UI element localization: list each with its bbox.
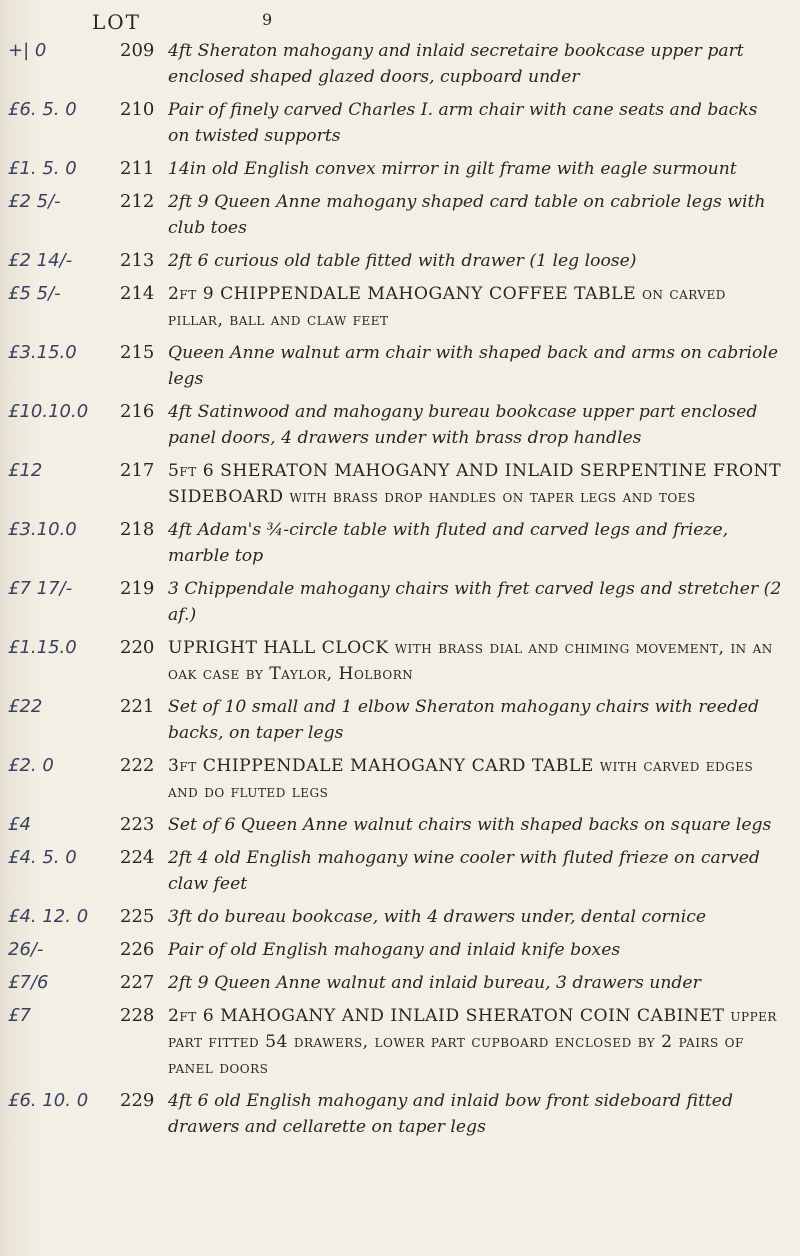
lot-column-heading: LOT xyxy=(92,10,142,34)
lot-entry xyxy=(0,517,800,569)
handwritten-price-note: £22 xyxy=(8,696,43,717)
lot-list xyxy=(0,38,800,1147)
lot-description: 2ft 9 Queen Anne mahogany shaped card table on cabriole legs with club toes xyxy=(168,192,766,238)
lot-description: 4ft Adam's ¾-circle table with fluted and carved legs and frieze, marble top xyxy=(168,520,729,566)
lot-entry xyxy=(0,812,800,838)
lot-entry xyxy=(0,340,800,392)
lot-description: 3ft CHIPPENDALE MAHOGANY CARD TABLE with carved edges and do fluted legs xyxy=(168,756,754,802)
lot-entry xyxy=(0,970,800,996)
lot-number: 225 xyxy=(120,906,155,927)
lot-description: 4ft Sheraton mahogany and inlaid secretaire bookcase upper part enclosed shaped glazed doors, cupboard under xyxy=(168,41,744,87)
handwritten-price-note: £4. 5. 0 xyxy=(8,847,77,868)
lot-description: 2ft 9 CHIPPENDALE MAHOGANY COFFEE TABLE on carved pillar, ball and claw feet xyxy=(168,284,726,330)
handwritten-price-note: 26/- xyxy=(8,939,44,960)
handwritten-price-note: +| 0 xyxy=(8,40,47,61)
lot-number: 219 xyxy=(120,578,155,599)
lot-number: 210 xyxy=(120,99,155,120)
lot-number: 224 xyxy=(120,847,155,868)
lot-entry xyxy=(0,904,800,930)
page-number: 9 xyxy=(262,10,273,29)
lot-entry xyxy=(0,937,800,963)
handwritten-price-note: £2. 0 xyxy=(8,755,54,776)
lot-entry xyxy=(0,694,800,746)
lot-entry xyxy=(0,753,800,805)
lot-number: 223 xyxy=(120,814,155,835)
lot-description: 5ft 6 SHERATON MAHOGANY AND INLAID SERPENTINE FRONT SIDEBOARD with brass drop handles on taper legs and toes xyxy=(168,461,782,507)
lot-entry xyxy=(0,1003,800,1081)
lot-entry xyxy=(0,576,800,628)
lot-number: 215 xyxy=(120,342,155,363)
lot-description: Queen Anne walnut arm chair with shaped back and arms on cabriole legs xyxy=(168,343,779,389)
handwritten-price-note: £6. 5. 0 xyxy=(8,99,77,120)
lot-description: 3ft do bureau bookcase, with 4 drawers under, dental cornice xyxy=(168,907,706,927)
lot-number: 228 xyxy=(120,1005,155,1026)
lot-description: 4ft 6 old English mahogany and inlaid bow front sideboard fitted drawers and cellarette on taper legs xyxy=(168,1091,733,1137)
handwritten-price-note: £1. 5. 0 xyxy=(8,158,77,179)
lot-entry xyxy=(0,635,800,687)
handwritten-price-note: £1.15.0 xyxy=(8,637,77,658)
lot-entry xyxy=(0,97,800,149)
lot-description: Set of 6 Queen Anne walnut chairs with shaped backs on square legs xyxy=(168,815,772,835)
handwritten-price-note: £4. 12. 0 xyxy=(8,906,89,927)
lot-description: Set of 10 small and 1 elbow Sheraton mahogany chairs with reeded backs, on taper legs xyxy=(168,697,760,743)
handwritten-price-note: £10.10.0 xyxy=(8,401,89,422)
lot-description: UPRIGHT HALL CLOCK with brass dial and chiming movement, in an oak case by Taylor, Holborn xyxy=(168,638,773,684)
handwritten-price-note: £12 xyxy=(8,460,43,481)
handwritten-price-note: £7/6 xyxy=(8,972,49,993)
lot-description: 2ft 6 curious old table fitted with drawer (1 leg loose) xyxy=(168,251,637,271)
lot-description: Pair of old English mahogany and inlaid knife boxes xyxy=(168,940,621,960)
lot-entry xyxy=(0,281,800,333)
handwritten-price-note: £4 xyxy=(8,814,31,835)
lot-description: 2ft 6 MAHOGANY AND INLAID SHERATON COIN CABINET upper part fitted 54 drawers, lower part cupboard enclosed by 2 pairs of panel doors xyxy=(168,1006,777,1078)
handwritten-price-note: £5 5/- xyxy=(8,283,61,304)
lot-description: 4ft Satinwood and mahogany bureau bookcase upper part enclosed panel doors, 4 drawers under with brass drop handles xyxy=(168,402,758,448)
lot-number: 211 xyxy=(120,158,155,179)
lot-number: 216 xyxy=(120,401,155,422)
lot-number: 213 xyxy=(120,250,155,271)
handwritten-price-note: £2 14/- xyxy=(8,250,73,271)
handwritten-price-note: £3.10.0 xyxy=(8,519,77,540)
lot-entry xyxy=(0,399,800,451)
lot-entry xyxy=(0,1088,800,1140)
lot-description: 14in old English convex mirror in gilt frame with eagle surmount xyxy=(168,159,737,179)
lot-number: 227 xyxy=(120,972,155,993)
lot-description: 2ft 4 old English mahogany wine cooler with fluted frieze on carved claw feet xyxy=(168,848,760,894)
handwritten-price-note: £2 5/- xyxy=(8,191,61,212)
lot-entry xyxy=(0,38,800,90)
lot-entry xyxy=(0,189,800,241)
lot-entry xyxy=(0,458,800,510)
lot-number: 221 xyxy=(120,696,155,717)
lot-entry xyxy=(0,156,800,182)
handwritten-price-note: £7 xyxy=(8,1005,31,1026)
handwritten-price-note: £3.15.0 xyxy=(8,342,77,363)
lot-number: 214 xyxy=(120,283,155,304)
lot-number: 229 xyxy=(120,1090,155,1111)
lot-description: 3 Chippendale mahogany chairs with fret carved legs and stretcher (2 af.) xyxy=(168,579,782,625)
lot-description: 2ft 9 Queen Anne walnut and inlaid bureau, 3 drawers under xyxy=(168,973,701,993)
lot-number: 212 xyxy=(120,191,155,212)
lot-entry xyxy=(0,845,800,897)
lot-number: 209 xyxy=(120,40,155,61)
lot-number: 220 xyxy=(120,637,155,658)
lot-description: Pair of finely carved Charles I. arm chair with cane seats and backs on twisted supports xyxy=(168,100,758,146)
lot-number: 222 xyxy=(120,755,155,776)
lot-entry xyxy=(0,248,800,274)
lot-number: 217 xyxy=(120,460,155,481)
page-header xyxy=(0,10,800,40)
handwritten-price-note: £6. 10. 0 xyxy=(8,1090,89,1111)
lot-number: 226 xyxy=(120,939,155,960)
handwritten-price-note: £7 17/- xyxy=(8,578,73,599)
lot-number: 218 xyxy=(120,519,155,540)
